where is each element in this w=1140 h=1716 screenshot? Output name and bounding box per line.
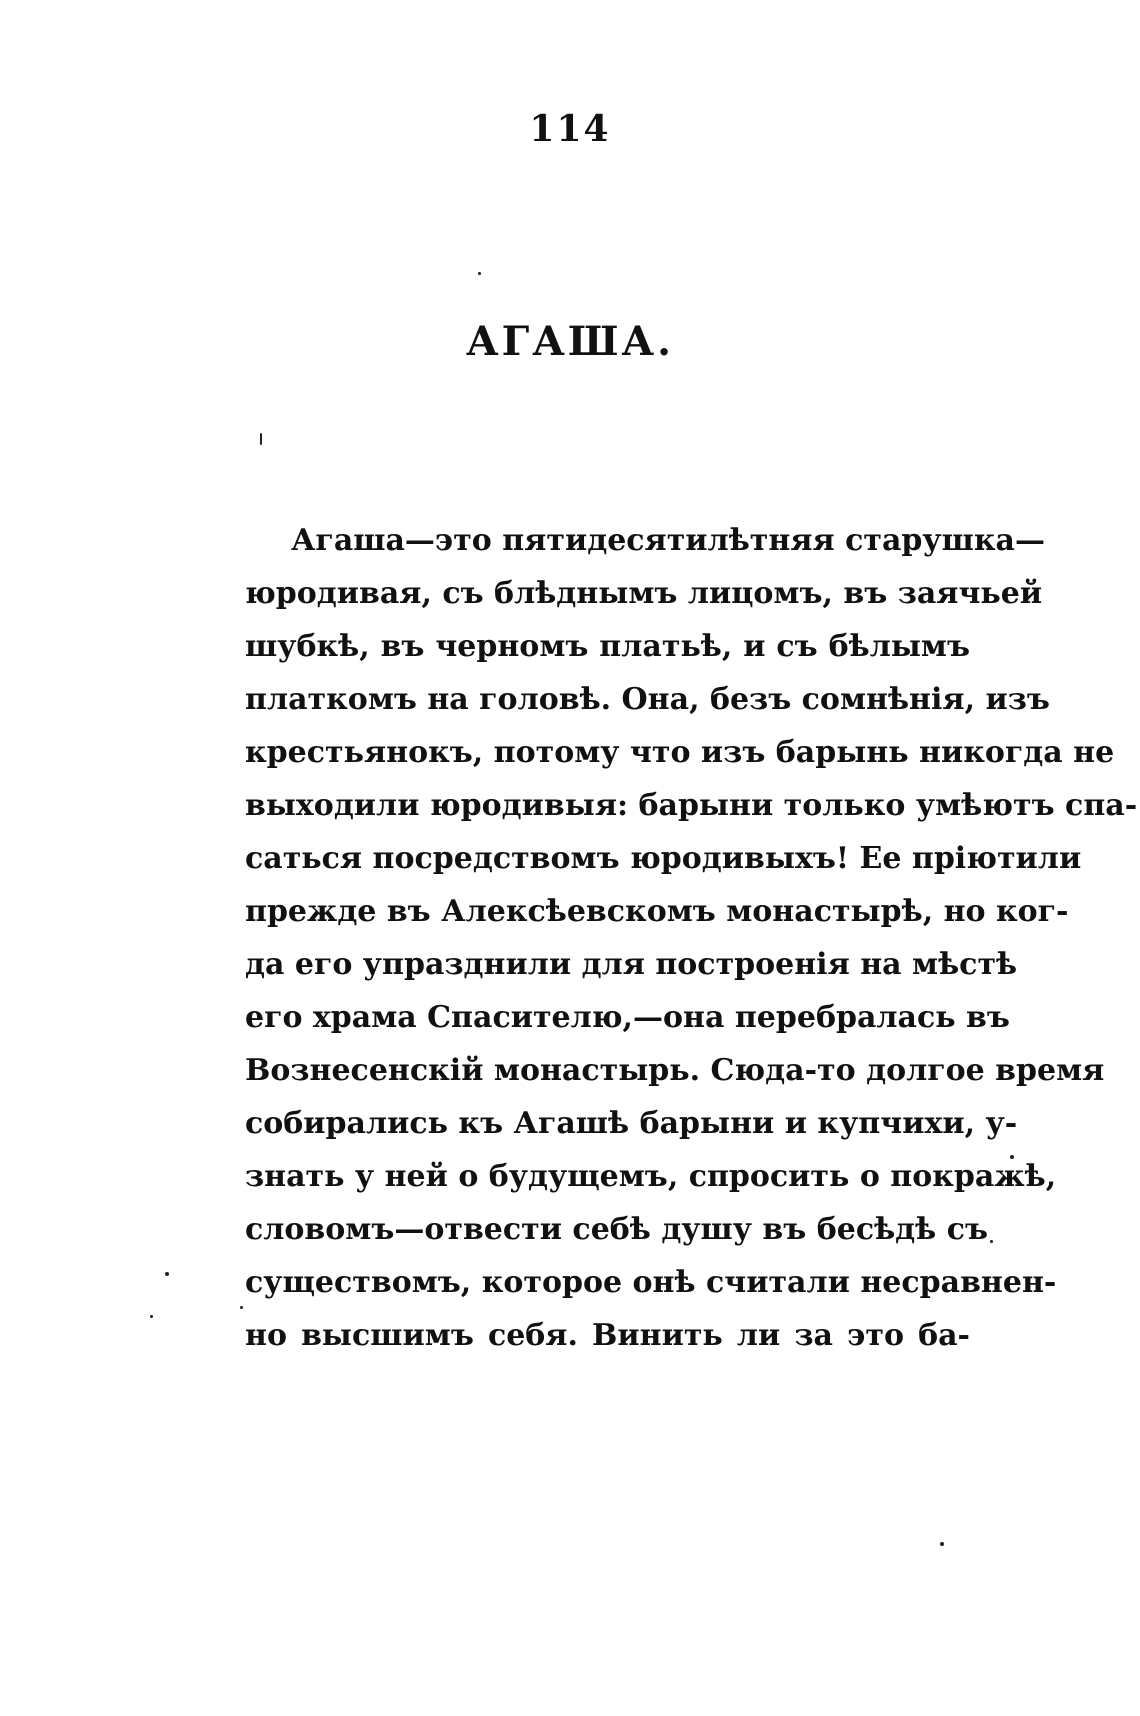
text-line: выходили юродивыя: барыни только умѣютъ спа- xyxy=(245,788,1138,823)
text-line: юродивая, съ блѣднымъ лицомъ, въ заячьей xyxy=(245,576,1043,611)
scan-speck xyxy=(165,1272,169,1276)
scan-speck xyxy=(150,1315,153,1318)
page-number: 114 xyxy=(529,108,611,150)
text-line: саться посредствомъ юродивыхъ! Ее пріютили xyxy=(245,841,1082,876)
scan-speck xyxy=(940,1542,944,1546)
text-line: крестьянокъ, потому что изъ барынь никогда не xyxy=(245,735,1115,770)
text-line: шубкѣ, въ черномъ платьѣ, и съ бѣлымъ xyxy=(245,629,970,664)
text-line: платкомъ на головѣ. Она, безъ сомнѣнія, изъ xyxy=(245,682,1050,717)
text-line: но высшимъ себя. Винить ли за это ба- xyxy=(245,1318,970,1353)
body-paragraph xyxy=(245,514,1138,1362)
scan-speck xyxy=(478,272,481,275)
text-line: да его упразднили для построенія на мѣстѣ xyxy=(245,947,1018,982)
text-line: словомъ—отвести себѣ душу въ бесѣдѣ съ xyxy=(245,1212,988,1247)
scan-speck xyxy=(240,1306,243,1309)
text-line: существомъ, которое онѣ считали несравнен- xyxy=(245,1265,1057,1300)
text-line: Агаша—это пятидесятилѣтняя старушка— xyxy=(291,523,1045,558)
text-line: прежде въ Алексѣевскомъ монастырѣ, но ког- xyxy=(245,894,1069,929)
scan-speck xyxy=(260,433,262,445)
chapter-title: АГАША. xyxy=(466,318,674,365)
text-line: Вознесенскій монастырь. Сюда-то долгое время xyxy=(245,1053,1105,1088)
text-line: знать у ней о будущемъ, спросить о покражѣ, xyxy=(245,1159,1057,1194)
scan-speck xyxy=(1010,1155,1014,1159)
text-line: собирались къ Агашѣ барыни и купчихи, у- xyxy=(245,1106,1018,1141)
scan-speck xyxy=(990,1240,993,1243)
text-line: его храма Спасителю,—она перебралась въ xyxy=(245,1000,1010,1035)
